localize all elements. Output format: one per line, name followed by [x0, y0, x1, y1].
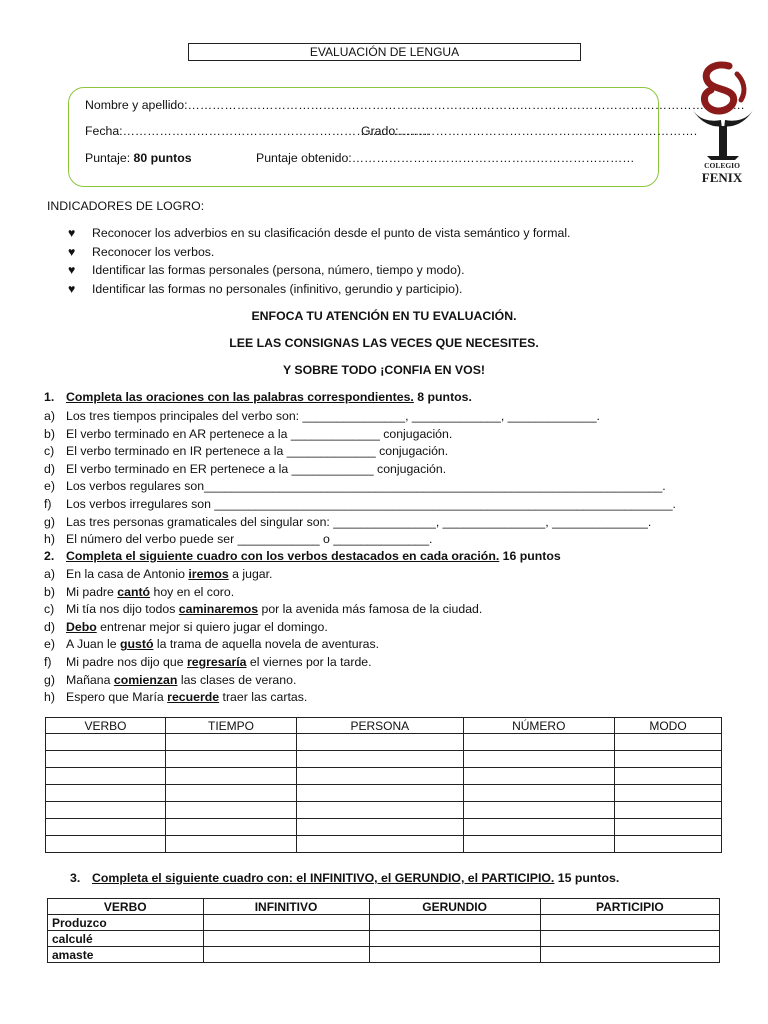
- item-letter: g): [44, 514, 55, 529]
- grade-field-line[interactable]: Grado:……………………………………………………………….: [361, 124, 698, 138]
- item-letter: d): [44, 619, 55, 634]
- obtained-score-line[interactable]: Puntaje obtenido:……………………………………………………………: [256, 151, 635, 165]
- answer-cell[interactable]: [369, 947, 540, 963]
- sentence-pre: Mi tía nos dijo todos: [66, 602, 179, 617]
- exercise-2-heading: [44, 549, 561, 563]
- answer-cell[interactable]: [46, 734, 166, 751]
- item-letter: h): [44, 690, 55, 705]
- exercise-2-sentence: [44, 690, 307, 704]
- exercise-1-item[interactable]: [44, 462, 446, 476]
- exercise-1-item[interactable]: [44, 479, 666, 493]
- table-header-cell: INFINITIVO: [203, 899, 369, 915]
- verb-cell: calculé: [48, 931, 204, 947]
- item-letter: g): [44, 672, 55, 687]
- item-letter: f): [44, 655, 52, 669]
- exercise-1-item[interactable]: [44, 409, 600, 423]
- exercise-points: 8 puntos.: [413, 390, 472, 404]
- item-letter: b): [44, 584, 55, 599]
- sentence-pre: A Juan le: [66, 637, 121, 652]
- answer-cell[interactable]: [46, 836, 166, 853]
- indicator-text: Reconocer los verbos.: [92, 245, 215, 259]
- sentence-post: traer las cartas.: [219, 690, 308, 705]
- table-header-cell: PERSONA: [297, 718, 463, 734]
- indicator-text: Identificar las formas no personales (infinitivo, gerundio y participio).: [92, 282, 463, 296]
- exercise-1-item[interactable]: [44, 497, 676, 511]
- table-header-cell: MODO: [615, 718, 722, 734]
- table-row: [48, 947, 720, 963]
- item-text: Los verbos regulares son___________________________________________________________________.: [66, 479, 666, 494]
- answer-cell[interactable]: [463, 802, 615, 819]
- item-text: El número del verbo puede ser ____________ o ______________.: [66, 532, 433, 547]
- exercise-2-sentence: [44, 620, 328, 634]
- answer-cell[interactable]: [165, 768, 296, 785]
- sentence-post: entrenar mejor si quiero jugar el domingo.: [96, 619, 328, 634]
- answer-cell[interactable]: [297, 768, 463, 785]
- item-text: El verbo terminado en AR pertenece a la _____________ conjugación.: [66, 426, 453, 441]
- table-header-cell: VERBO: [46, 718, 166, 734]
- table-row: [48, 915, 720, 931]
- item-letter: a): [44, 567, 55, 581]
- heart-bullet-icon: ♥: [68, 226, 76, 240]
- highlighted-verb: iremos: [188, 567, 229, 581]
- answer-cell[interactable]: [463, 768, 615, 785]
- sentence-post: hoy en el coro.: [150, 584, 235, 599]
- answer-cell[interactable]: [165, 734, 296, 751]
- verb-analysis-table: [45, 717, 722, 853]
- sentence-pre: Mi padre: [66, 584, 118, 599]
- exercise-2-sentence: [44, 585, 234, 599]
- exercise-2-sentence: [44, 673, 296, 687]
- table-header-cell: TIEMPO: [165, 718, 296, 734]
- answer-cell[interactable]: [297, 734, 463, 751]
- exercise-2-sentence: [44, 602, 482, 616]
- highlighted-verb: caminaremos: [178, 602, 259, 617]
- sentence-pre: En la casa de Antonio: [66, 567, 189, 581]
- exercise-1-item[interactable]: [44, 532, 432, 546]
- table-row: [46, 751, 722, 768]
- score-label-text: Puntaje:: [85, 151, 134, 165]
- highlighted-verb: gustó: [120, 637, 154, 652]
- exercise-1-item[interactable]: [44, 427, 452, 441]
- exercise-points: 16 puntos: [499, 549, 561, 563]
- answer-cell[interactable]: [615, 819, 722, 836]
- fenix-logo-icon: [685, 60, 760, 188]
- answer-cell[interactable]: [46, 768, 166, 785]
- item-letter: b): [44, 426, 55, 441]
- answer-cell[interactable]: [203, 915, 369, 931]
- indicator-item: [68, 263, 465, 277]
- sentence-post: a jugar.: [228, 567, 273, 581]
- exercise-1-heading: [44, 390, 472, 404]
- logo-line2: FENIX: [701, 170, 743, 185]
- answer-cell[interactable]: [463, 734, 615, 751]
- answer-cell[interactable]: [46, 751, 166, 768]
- heart-bullet-icon: ♥: [68, 263, 76, 277]
- table-row: [46, 802, 722, 819]
- answer-cell[interactable]: [203, 931, 369, 947]
- highlighted-verb: Debo: [66, 619, 97, 634]
- indicator-text: Reconocer los adverbios en su clasificación desde el punto de vista semántico y formal.: [92, 226, 571, 240]
- answer-cell[interactable]: [615, 751, 722, 768]
- indicators-title: INDICADORES DE LOGRO:: [47, 199, 205, 213]
- table-row: [46, 819, 722, 836]
- answer-cell[interactable]: [369, 915, 540, 931]
- instruction-line: ENFOCA TU ATENCIÓN EN TU EVALUACIÓN.: [251, 309, 517, 323]
- answer-cell[interactable]: [203, 947, 369, 963]
- answer-cell[interactable]: [297, 836, 463, 853]
- item-text: El verbo terminado en IR pertenece a la _____________ conjugación.: [66, 444, 449, 459]
- item-letter: h): [44, 532, 55, 547]
- answer-cell[interactable]: [463, 785, 615, 802]
- item-text: Los verbos irregulares son ___________________________________________________________________.: [66, 497, 676, 511]
- answer-cell[interactable]: [615, 768, 722, 785]
- sentence-pre: Mi padre nos dijo que: [66, 655, 187, 669]
- school-logo: [685, 60, 760, 188]
- item-letter: f): [44, 497, 52, 511]
- table-row: [46, 836, 722, 853]
- score-label: [85, 151, 192, 165]
- name-field-line[interactable]: Nombre y apellido:……………………………………………………………………………………………………………………….: [85, 98, 745, 112]
- item-text: Los tres tiempos principales del verbo son: _______________, _____________, _____________.: [66, 409, 600, 423]
- answer-cell[interactable]: [46, 785, 166, 802]
- answer-cell[interactable]: [165, 802, 296, 819]
- exercise-title: Completa el siguiente cuadro con los verbos destacados en cada oración.: [66, 549, 500, 563]
- exercise-title: Completa el siguiente cuadro con: el INFINITIVO, el GERUNDIO, el PARTICIPIO.: [92, 871, 555, 885]
- indicator-item: [68, 245, 214, 259]
- answer-cell[interactable]: [165, 751, 296, 768]
- sentence-post: la trama de aquella novela de aventuras.: [153, 637, 380, 652]
- answer-cell[interactable]: [615, 734, 722, 751]
- answer-cell[interactable]: [463, 836, 615, 853]
- verb-forms-table: [47, 898, 720, 963]
- exercise-number: 3.: [70, 871, 81, 885]
- table-header-cell: NÚMERO: [463, 718, 615, 734]
- answer-cell[interactable]: [540, 915, 719, 931]
- table-header-cell: PARTICIPIO: [540, 899, 719, 915]
- table-row: [46, 785, 722, 802]
- score-value: 80 puntos: [133, 151, 192, 165]
- answer-cell[interactable]: [297, 819, 463, 836]
- indicator-item: [68, 226, 570, 240]
- item-letter: c): [44, 602, 55, 617]
- exercise-1-item[interactable]: [44, 444, 448, 458]
- exercise-3-heading: [70, 871, 619, 885]
- answer-cell[interactable]: [165, 785, 296, 802]
- item-text: Las tres personas gramaticales del singular son: _______________, _______________, ______________.: [66, 514, 652, 529]
- exercise-number: 1.: [44, 390, 55, 404]
- heart-bullet-icon: ♥: [68, 282, 76, 296]
- answer-cell[interactable]: [297, 751, 463, 768]
- answer-cell[interactable]: [46, 819, 166, 836]
- item-letter: e): [44, 479, 55, 494]
- exercise-title: Completa las oraciones con las palabras correspondientes.: [66, 390, 414, 404]
- page-title: EVALUACIÓN DE LENGUA: [188, 43, 581, 61]
- verb-cell: Produzco: [48, 915, 204, 931]
- date-field-line[interactable]: Fecha:…………………………………………………………………: [85, 124, 431, 138]
- highlighted-verb: recuerde: [167, 690, 220, 705]
- answer-cell[interactable]: [165, 836, 296, 853]
- answer-cell[interactable]: [297, 802, 463, 819]
- sentence-post: por la avenida más famosa de la ciudad.: [258, 602, 483, 617]
- indicator-item: [68, 282, 462, 296]
- answer-cell[interactable]: [540, 931, 719, 947]
- table-header-cell: VERBO: [48, 899, 204, 915]
- exercise-1-item[interactable]: [44, 515, 651, 529]
- answer-cell[interactable]: [463, 751, 615, 768]
- table-row: [48, 931, 720, 947]
- item-letter: a): [44, 409, 55, 423]
- item-letter: c): [44, 444, 55, 459]
- indicator-text: Identificar las formas personales (persona, número, tiempo y modo).: [92, 263, 465, 277]
- highlighted-verb: cantó: [117, 584, 151, 599]
- item-text: El verbo terminado en ER pertenece a la ____________ conjugación.: [66, 461, 447, 476]
- exercise-number: 2.: [44, 549, 55, 563]
- answer-cell[interactable]: [463, 819, 615, 836]
- exercise-2-sentence: [44, 637, 379, 651]
- exercise-points: 15 puntos.: [554, 871, 620, 885]
- item-letter: d): [44, 461, 55, 476]
- table-row: [46, 768, 722, 785]
- table-row: [46, 734, 722, 751]
- instruction-line: LEE LAS CONSIGNAS LAS VECES QUE NECESITES.: [229, 336, 539, 350]
- answer-cell[interactable]: [615, 802, 722, 819]
- sentence-post: las clases de verano.: [177, 672, 297, 687]
- highlighted-verb: comienzan: [113, 672, 178, 687]
- answer-cell[interactable]: [615, 785, 722, 802]
- table-header-cell: GERUNDIO: [369, 899, 540, 915]
- sentence-pre: Mañana: [66, 672, 114, 687]
- highlighted-verb: regresaría: [187, 655, 247, 669]
- exercise-2-sentence: [44, 655, 372, 669]
- answer-cell[interactable]: [615, 836, 722, 853]
- exercise-2-sentence: [44, 567, 272, 581]
- sentence-pre: Espero que María: [66, 690, 168, 705]
- verb-cell: amaste: [48, 947, 204, 963]
- answer-cell[interactable]: [165, 819, 296, 836]
- logo-line1: COLEGIO: [704, 161, 740, 170]
- instruction-line: Y SOBRE TODO ¡CONFIA EN VOS!: [282, 363, 485, 377]
- answer-cell[interactable]: [297, 785, 463, 802]
- answer-cell[interactable]: [46, 802, 166, 819]
- heart-bullet-icon: ♥: [68, 245, 76, 259]
- sentence-post: el viernes por la tarde.: [246, 655, 372, 669]
- answer-cell[interactable]: [369, 931, 540, 947]
- item-letter: e): [44, 637, 55, 652]
- answer-cell[interactable]: [540, 947, 719, 963]
